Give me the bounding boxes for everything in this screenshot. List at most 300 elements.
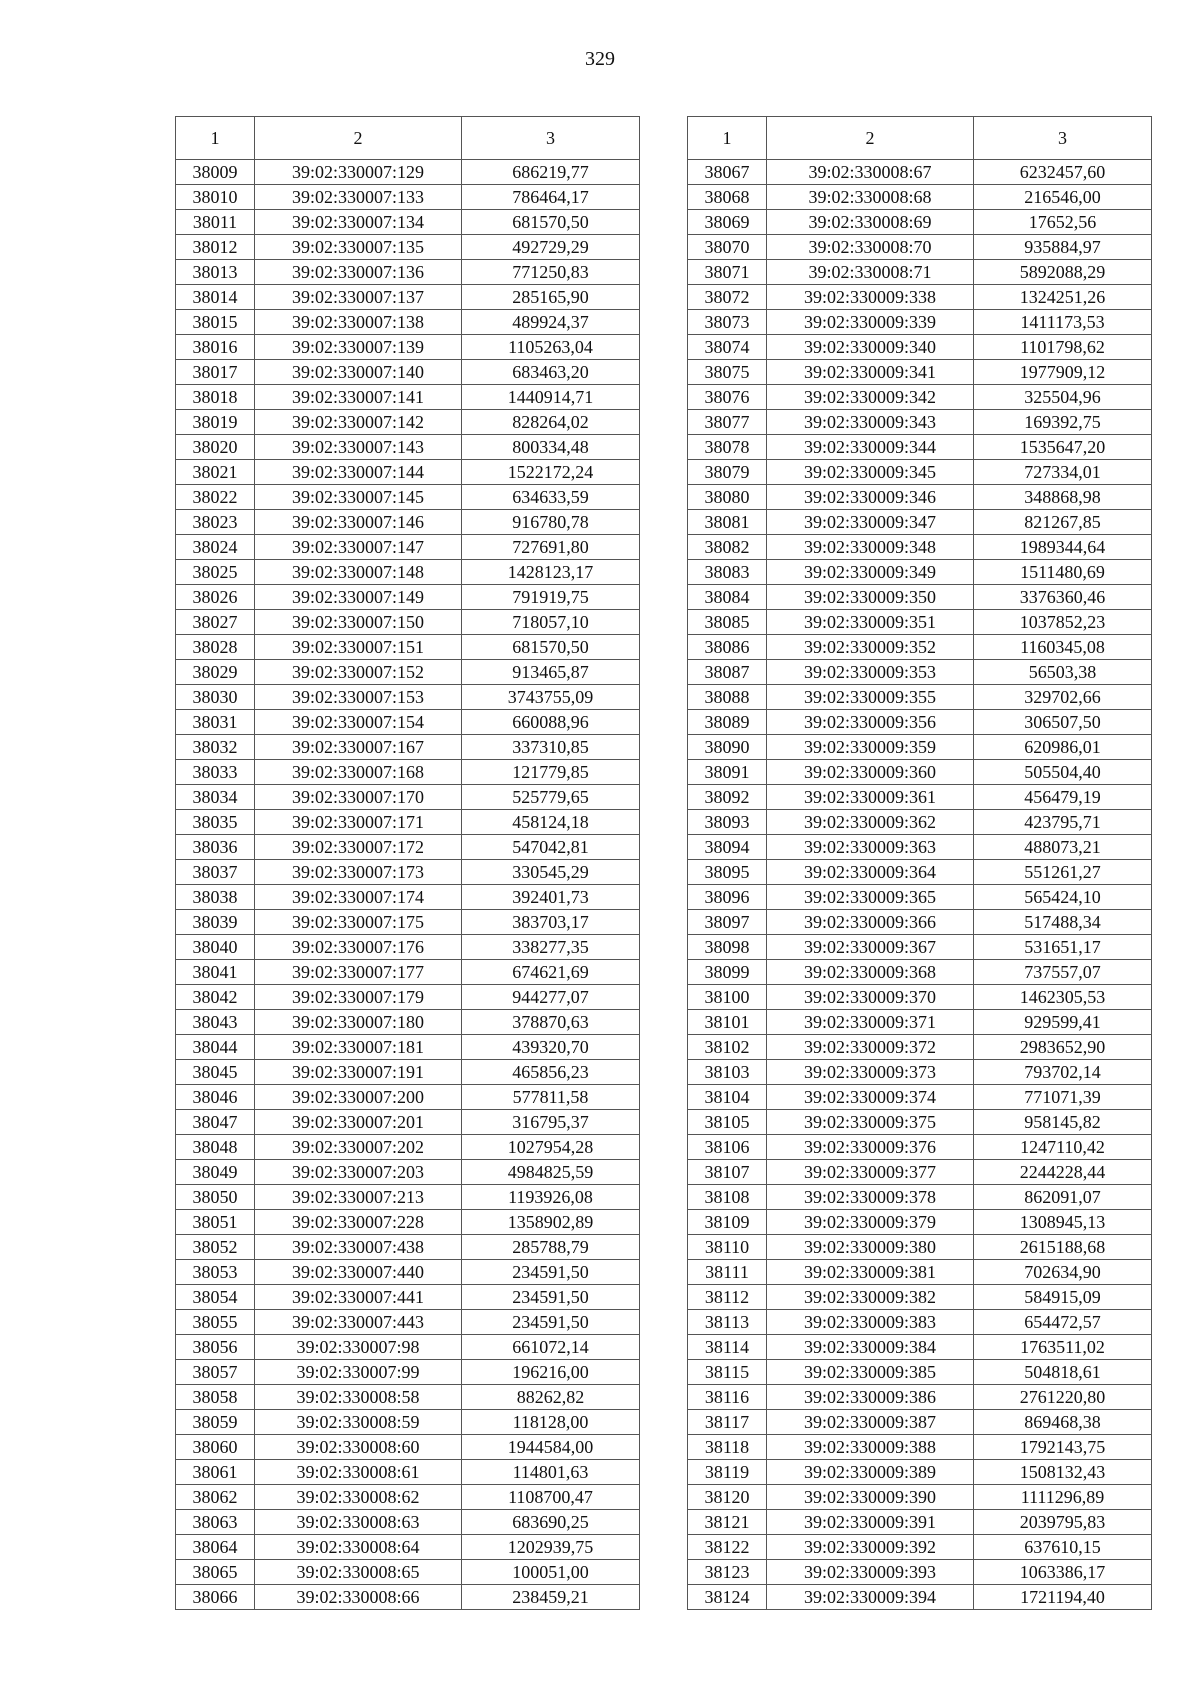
cadastral-number-cell: 39:02:330007:140 — [255, 360, 462, 385]
cadastral-number-cell: 39:02:330007:136 — [255, 260, 462, 285]
table-row — [688, 1035, 1152, 1060]
table-row — [176, 1560, 640, 1585]
cadastral-number-cell: 39:02:330007:180 — [255, 1010, 462, 1035]
row-number-cell: 38075 — [688, 360, 767, 385]
value-cell: 114801,63 — [462, 1460, 640, 1485]
cadastral-number-cell: 39:02:330009:387 — [767, 1410, 974, 1435]
cadastral-number-cell: 39:02:330009:372 — [767, 1035, 974, 1060]
row-number-cell: 38039 — [176, 910, 255, 935]
row-number-cell: 38037 — [176, 860, 255, 885]
row-number-cell: 38083 — [688, 560, 767, 585]
row-number-cell: 38100 — [688, 985, 767, 1010]
value-cell: 929599,41 — [974, 1010, 1152, 1035]
value-cell: 458124,18 — [462, 810, 640, 835]
table-row — [688, 685, 1152, 710]
table-row — [176, 1510, 640, 1535]
row-number-cell: 38041 — [176, 960, 255, 985]
table-row — [176, 1035, 640, 1060]
cadastral-number-cell: 39:02:330007:176 — [255, 935, 462, 960]
value-cell: 1763511,02 — [974, 1335, 1152, 1360]
row-number-cell: 38051 — [176, 1210, 255, 1235]
cadastral-number-cell: 39:02:330007:154 — [255, 710, 462, 735]
table-row — [688, 735, 1152, 760]
table-row — [688, 785, 1152, 810]
table-row — [688, 1485, 1152, 1510]
table-row — [688, 435, 1152, 460]
row-number-cell: 38066 — [176, 1585, 255, 1610]
cadastral-number-cell: 39:02:330009:375 — [767, 1110, 974, 1135]
value-cell: 1063386,17 — [974, 1560, 1152, 1585]
row-number-cell: 38098 — [688, 935, 767, 960]
value-cell: 547042,81 — [462, 835, 640, 860]
row-number-cell: 38062 — [176, 1485, 255, 1510]
cadastral-number-cell: 39:02:330007:134 — [255, 210, 462, 235]
value-cell: 1037852,23 — [974, 610, 1152, 635]
table-row — [176, 360, 640, 385]
cadastral-number-cell: 39:02:330009:344 — [767, 435, 974, 460]
table-row — [176, 760, 640, 785]
cadastral-number-cell: 39:02:330009:353 — [767, 660, 974, 685]
cadastral-number-cell: 39:02:330009:386 — [767, 1385, 974, 1410]
value-cell: 1247110,42 — [974, 1135, 1152, 1160]
value-cell: 869468,38 — [974, 1410, 1152, 1435]
value-cell: 637610,15 — [974, 1535, 1152, 1560]
cadastral-number-cell: 39:02:330007:174 — [255, 885, 462, 910]
table-row — [176, 1110, 640, 1135]
value-cell: 1522172,24 — [462, 460, 640, 485]
row-number-cell: 38086 — [688, 635, 767, 660]
value-cell: 1411173,53 — [974, 310, 1152, 335]
row-number-cell: 38074 — [688, 335, 767, 360]
value-cell: 577811,58 — [462, 1085, 640, 1110]
row-number-cell: 38027 — [176, 610, 255, 635]
table-row — [688, 1160, 1152, 1185]
value-cell: 517488,34 — [974, 910, 1152, 935]
table-row — [176, 1210, 640, 1235]
table-row — [176, 1185, 640, 1210]
table-row — [176, 1585, 640, 1610]
value-cell: 348868,98 — [974, 485, 1152, 510]
cadastral-number-cell: 39:02:330009:383 — [767, 1310, 974, 1335]
table-row — [688, 1285, 1152, 1310]
table-row — [176, 610, 640, 635]
value-cell: 800334,48 — [462, 435, 640, 460]
cadastral-number-cell: 39:02:330009:339 — [767, 310, 974, 335]
row-number-cell: 38050 — [176, 1185, 255, 1210]
row-number-cell: 38059 — [176, 1410, 255, 1435]
table-row — [176, 1285, 640, 1310]
row-number-cell: 38106 — [688, 1135, 767, 1160]
cadastral-number-cell: 39:02:330007:179 — [255, 985, 462, 1010]
row-number-cell: 38043 — [176, 1010, 255, 1035]
row-number-cell: 38095 — [688, 860, 767, 885]
cadastral-number-cell: 39:02:330009:381 — [767, 1260, 974, 1285]
cadastral-number-cell: 39:02:330009:362 — [767, 810, 974, 835]
value-cell: 1428123,17 — [462, 560, 640, 585]
table-row — [176, 335, 640, 360]
row-number-cell: 38017 — [176, 360, 255, 385]
cadastral-number-cell: 39:02:330008:60 — [255, 1435, 462, 1460]
row-number-cell: 38049 — [176, 1160, 255, 1185]
row-number-cell: 38065 — [176, 1560, 255, 1585]
cadastral-number-cell: 39:02:330007:167 — [255, 735, 462, 760]
table-row — [688, 510, 1152, 535]
cadastral-number-cell: 39:02:330009:385 — [767, 1360, 974, 1385]
table-row — [176, 385, 640, 410]
table-row — [688, 235, 1152, 260]
row-number-cell: 38101 — [688, 1010, 767, 1035]
value-cell: 1989344,64 — [974, 535, 1152, 560]
cadastral-number-cell: 39:02:330007:168 — [255, 760, 462, 785]
cadastral-number-cell: 39:02:330007:98 — [255, 1335, 462, 1360]
value-cell: 196216,00 — [462, 1360, 640, 1385]
row-number-cell: 38025 — [176, 560, 255, 585]
row-number-cell: 38028 — [176, 635, 255, 660]
cadastral-number-cell: 39:02:330008:66 — [255, 1585, 462, 1610]
value-cell: 727334,01 — [974, 460, 1152, 485]
table-row — [688, 1235, 1152, 1260]
value-cell: 238459,21 — [462, 1585, 640, 1610]
row-number-cell: 38079 — [688, 460, 767, 485]
value-cell: 6232457,60 — [974, 160, 1152, 185]
cadastral-number-cell: 39:02:330009:349 — [767, 560, 974, 585]
row-number-cell: 38009 — [176, 160, 255, 185]
cadastral-number-cell: 39:02:330009:384 — [767, 1335, 974, 1360]
table-row — [176, 1010, 640, 1035]
value-cell: 1535647,20 — [974, 435, 1152, 460]
value-cell: 828264,02 — [462, 410, 640, 435]
cadastral-number-cell: 39:02:330007:202 — [255, 1135, 462, 1160]
table-row — [688, 635, 1152, 660]
row-number-cell: 38120 — [688, 1485, 767, 1510]
table-row — [176, 960, 640, 985]
value-cell: 1721194,40 — [974, 1585, 1152, 1610]
cadastral-number-cell: 39:02:330008:69 — [767, 210, 974, 235]
row-number-cell: 38038 — [176, 885, 255, 910]
row-number-cell: 38058 — [176, 1385, 255, 1410]
table-row — [688, 885, 1152, 910]
value-cell: 1101798,62 — [974, 335, 1152, 360]
row-number-cell: 38033 — [176, 760, 255, 785]
value-cell: 121779,85 — [462, 760, 640, 785]
table-row — [688, 335, 1152, 360]
table-row — [688, 1360, 1152, 1385]
value-cell: 1108700,47 — [462, 1485, 640, 1510]
cadastral-number-cell: 39:02:330009:356 — [767, 710, 974, 735]
row-number-cell: 38063 — [176, 1510, 255, 1535]
row-number-cell: 38069 — [688, 210, 767, 235]
value-cell: 1105263,04 — [462, 335, 640, 360]
row-number-cell: 38021 — [176, 460, 255, 485]
value-cell: 737557,07 — [974, 960, 1152, 985]
table-row — [176, 1135, 640, 1160]
row-number-cell: 38073 — [688, 310, 767, 335]
table-row — [688, 1410, 1152, 1435]
value-cell: 234591,50 — [462, 1310, 640, 1335]
row-number-cell: 38068 — [688, 185, 767, 210]
table-row — [688, 760, 1152, 785]
cadastral-number-cell: 39:02:330007:191 — [255, 1060, 462, 1085]
row-number-cell: 38020 — [176, 435, 255, 460]
value-cell: 2761220,80 — [974, 1385, 1152, 1410]
row-number-cell: 38048 — [176, 1135, 255, 1160]
cadastral-number-cell: 39:02:330007:203 — [255, 1160, 462, 1185]
value-cell: 821267,85 — [974, 510, 1152, 535]
cadastral-number-cell: 39:02:330007:175 — [255, 910, 462, 935]
row-number-cell: 38016 — [176, 335, 255, 360]
cadastral-number-cell: 39:02:330009:341 — [767, 360, 974, 385]
column-header-2: 2 — [767, 117, 974, 160]
value-cell: 285788,79 — [462, 1235, 640, 1260]
value-cell: 439320,70 — [462, 1035, 640, 1060]
table-row — [688, 710, 1152, 735]
cadastral-number-cell: 39:02:330009:364 — [767, 860, 974, 885]
row-number-cell: 38036 — [176, 835, 255, 860]
table-row — [688, 1010, 1152, 1035]
cadastral-number-cell: 39:02:330007:144 — [255, 460, 462, 485]
header-row — [176, 117, 640, 160]
cadastral-number-cell: 39:02:330007:143 — [255, 435, 462, 460]
cadastral-number-cell: 39:02:330009:379 — [767, 1210, 974, 1235]
table-row — [688, 210, 1152, 235]
row-number-cell: 38031 — [176, 710, 255, 735]
value-cell: 423795,71 — [974, 810, 1152, 835]
cadastral-number-cell: 39:02:330008:61 — [255, 1460, 462, 1485]
cadastral-number-cell: 39:02:330008:67 — [767, 160, 974, 185]
row-number-cell: 38124 — [688, 1585, 767, 1610]
row-number-cell: 38094 — [688, 835, 767, 860]
cadastral-number-cell: 39:02:330009:351 — [767, 610, 974, 635]
row-number-cell: 38057 — [176, 1360, 255, 1385]
value-cell: 337310,85 — [462, 735, 640, 760]
value-cell: 944277,07 — [462, 985, 640, 1010]
row-number-cell: 38026 — [176, 585, 255, 610]
cadastral-number-cell: 39:02:330009:391 — [767, 1510, 974, 1535]
row-number-cell: 38061 — [176, 1460, 255, 1485]
value-cell: 935884,97 — [974, 235, 1152, 260]
row-number-cell: 38052 — [176, 1235, 255, 1260]
row-number-cell: 38071 — [688, 260, 767, 285]
row-number-cell: 38032 — [176, 735, 255, 760]
table-row — [688, 660, 1152, 685]
value-cell: 1792143,75 — [974, 1435, 1152, 1460]
value-cell: 88262,82 — [462, 1385, 640, 1410]
left-table-body — [176, 160, 640, 1610]
column-header-1: 1 — [176, 117, 255, 160]
cadastral-number-cell: 39:02:330008:62 — [255, 1485, 462, 1510]
value-cell: 1462305,53 — [974, 985, 1152, 1010]
table-row — [688, 1110, 1152, 1135]
value-cell: 1111296,89 — [974, 1485, 1152, 1510]
cadastral-number-cell: 39:02:330007:139 — [255, 335, 462, 360]
cadastral-number-cell: 39:02:330007:150 — [255, 610, 462, 635]
value-cell: 681570,50 — [462, 210, 640, 235]
value-cell: 489924,37 — [462, 310, 640, 335]
right-table-body — [688, 160, 1152, 1610]
cadastral-number-cell: 39:02:330007:177 — [255, 960, 462, 985]
table-row — [176, 660, 640, 685]
value-cell: 118128,00 — [462, 1410, 640, 1435]
row-number-cell: 38117 — [688, 1410, 767, 1435]
value-cell: 378870,63 — [462, 1010, 640, 1035]
value-cell: 465856,23 — [462, 1060, 640, 1085]
row-number-cell: 38070 — [688, 235, 767, 260]
cadastral-number-cell: 39:02:330009:348 — [767, 535, 974, 560]
table-row — [688, 585, 1152, 610]
value-cell: 100051,00 — [462, 1560, 640, 1585]
table-row — [688, 385, 1152, 410]
table-row — [176, 1410, 640, 1435]
value-cell: 234591,50 — [462, 1260, 640, 1285]
table-row — [688, 1185, 1152, 1210]
value-cell: 1440914,71 — [462, 385, 640, 410]
table-row — [176, 410, 640, 435]
cadastral-number-cell: 39:02:330009:370 — [767, 985, 974, 1010]
row-number-cell: 38040 — [176, 935, 255, 960]
column-header-2: 2 — [255, 117, 462, 160]
cadastral-number-cell: 39:02:330009:374 — [767, 1085, 974, 1110]
value-cell: 786464,17 — [462, 185, 640, 210]
row-number-cell: 38085 — [688, 610, 767, 635]
value-cell: 505504,40 — [974, 760, 1152, 785]
value-cell: 4984825,59 — [462, 1160, 640, 1185]
row-number-cell: 38097 — [688, 910, 767, 935]
value-cell: 56503,38 — [974, 660, 1152, 685]
row-number-cell: 38044 — [176, 1035, 255, 1060]
value-cell: 771250,83 — [462, 260, 640, 285]
value-cell: 2039795,83 — [974, 1510, 1152, 1535]
value-cell: 2615188,68 — [974, 1235, 1152, 1260]
table-row — [176, 1535, 640, 1560]
table-row — [688, 260, 1152, 285]
value-cell: 551261,27 — [974, 860, 1152, 885]
cadastral-number-cell: 39:02:330009:359 — [767, 735, 974, 760]
table-row — [688, 1385, 1152, 1410]
value-cell: 1308945,13 — [974, 1210, 1152, 1235]
table-row — [176, 485, 640, 510]
cadastral-number-cell: 39:02:330007:170 — [255, 785, 462, 810]
table-row — [176, 1085, 640, 1110]
row-number-cell: 38121 — [688, 1510, 767, 1535]
table-row — [688, 960, 1152, 985]
table-row — [688, 160, 1152, 185]
cadastral-number-cell: 39:02:330008:64 — [255, 1535, 462, 1560]
cadastral-number-cell: 39:02:330009:345 — [767, 460, 974, 485]
header-row — [688, 117, 1152, 160]
value-cell: 329702,66 — [974, 685, 1152, 710]
cadastral-number-cell: 39:02:330008:71 — [767, 260, 974, 285]
cadastral-number-cell: 39:02:330009:350 — [767, 585, 974, 610]
table-row — [688, 1510, 1152, 1535]
table-row — [176, 285, 640, 310]
table-row — [688, 835, 1152, 860]
value-cell: 316795,37 — [462, 1110, 640, 1135]
row-number-cell: 38047 — [176, 1110, 255, 1135]
row-number-cell: 38030 — [176, 685, 255, 710]
cadastral-number-cell: 39:02:330007:149 — [255, 585, 462, 610]
cadastral-number-cell: 39:02:330009:394 — [767, 1585, 974, 1610]
value-cell: 654472,57 — [974, 1310, 1152, 1335]
value-cell: 634633,59 — [462, 485, 640, 510]
table-row — [176, 1435, 640, 1460]
cadastral-number-cell: 39:02:330007:133 — [255, 185, 462, 210]
table-row — [176, 785, 640, 810]
row-number-cell: 38118 — [688, 1435, 767, 1460]
cadastral-number-cell: 39:02:330009:377 — [767, 1160, 974, 1185]
cadastral-number-cell: 39:02:330007:129 — [255, 160, 462, 185]
row-number-cell: 38015 — [176, 310, 255, 335]
row-number-cell: 38019 — [176, 410, 255, 435]
table-row — [176, 560, 640, 585]
row-number-cell: 38055 — [176, 1310, 255, 1335]
column-header-3: 3 — [462, 117, 640, 160]
table-row — [176, 710, 640, 735]
row-number-cell: 38077 — [688, 410, 767, 435]
cadastral-number-cell: 39:02:330008:68 — [767, 185, 974, 210]
table-row — [688, 1310, 1152, 1335]
row-number-cell: 38090 — [688, 735, 767, 760]
value-cell: 681570,50 — [462, 635, 640, 660]
value-cell: 862091,07 — [974, 1185, 1152, 1210]
row-number-cell: 38080 — [688, 485, 767, 510]
table-row — [176, 935, 640, 960]
row-number-cell: 38108 — [688, 1185, 767, 1210]
value-cell: 683463,20 — [462, 360, 640, 385]
value-cell: 216546,00 — [974, 185, 1152, 210]
row-number-cell: 38087 — [688, 660, 767, 685]
page-number: 329 — [585, 48, 615, 70]
value-cell: 683690,25 — [462, 1510, 640, 1535]
value-cell: 702634,90 — [974, 1260, 1152, 1285]
table-row — [176, 1335, 640, 1360]
cadastral-number-cell: 39:02:330009:366 — [767, 910, 974, 935]
row-number-cell: 38045 — [176, 1060, 255, 1085]
row-number-cell: 38119 — [688, 1460, 767, 1485]
row-number-cell: 38014 — [176, 285, 255, 310]
table-row — [176, 260, 640, 285]
cadastral-number-cell: 39:02:330008:63 — [255, 1510, 462, 1535]
right-table — [687, 116, 1152, 1610]
left-table — [175, 116, 640, 1610]
value-cell: 234591,50 — [462, 1285, 640, 1310]
row-number-cell: 38110 — [688, 1235, 767, 1260]
row-number-cell: 38123 — [688, 1560, 767, 1585]
row-number-cell: 38022 — [176, 485, 255, 510]
row-number-cell: 38113 — [688, 1310, 767, 1335]
table-row — [176, 735, 640, 760]
row-number-cell: 38122 — [688, 1535, 767, 1560]
cadastral-number-cell: 39:02:330009:342 — [767, 385, 974, 410]
value-cell: 660088,96 — [462, 710, 640, 735]
cadastral-number-cell: 39:02:330009:367 — [767, 935, 974, 960]
value-cell: 17652,56 — [974, 210, 1152, 235]
table-row — [688, 535, 1152, 560]
table-row — [176, 810, 640, 835]
row-number-cell: 38102 — [688, 1035, 767, 1060]
row-number-cell: 38078 — [688, 435, 767, 460]
table-row — [688, 1435, 1152, 1460]
cadastral-number-cell: 39:02:330007:146 — [255, 510, 462, 535]
value-cell: 5892088,29 — [974, 260, 1152, 285]
value-cell: 791919,75 — [462, 585, 640, 610]
table-row — [688, 310, 1152, 335]
table-row — [688, 1460, 1152, 1485]
table-row — [176, 1260, 640, 1285]
row-number-cell: 38084 — [688, 585, 767, 610]
row-number-cell: 38018 — [176, 385, 255, 410]
cadastral-number-cell: 39:02:330009:355 — [767, 685, 974, 710]
cadastral-number-cell: 39:02:330008:58 — [255, 1385, 462, 1410]
